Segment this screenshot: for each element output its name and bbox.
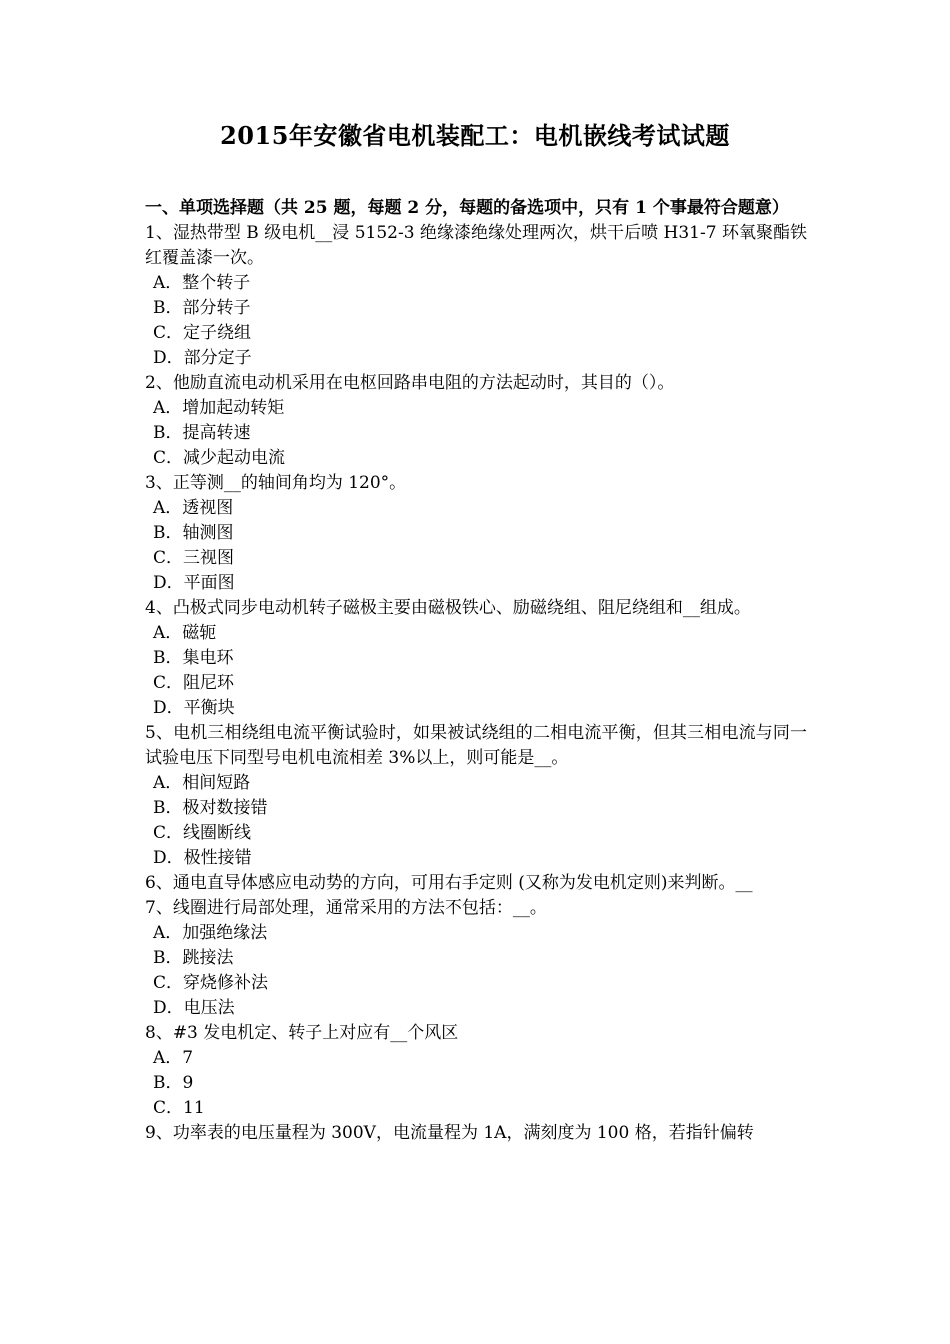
answer-option: D．平面图 <box>153 573 235 593</box>
question-block <box>145 721 807 871</box>
document-body <box>145 196 807 1146</box>
question-block <box>145 596 807 721</box>
answer-option: A．加强绝缘法 <box>153 923 268 943</box>
answer-option: C．减少起动电流 <box>153 448 286 468</box>
answer-option: D．电压法 <box>153 998 235 1018</box>
answer-option: A．整个转子 <box>153 273 251 293</box>
answer-option: C．线圈断线 <box>153 823 252 843</box>
question-block <box>145 1121 807 1146</box>
question-block <box>145 1021 807 1121</box>
question-text: 6、通电直导体感应电动势的方向，可用右手定则 (又称为发电机定则)来判断。__ <box>145 873 753 893</box>
question-block <box>145 221 807 371</box>
section-heading: 一、单项选择题（共 25 题，每题 2 分，每题的备选项中，只有 1 个事最符合题意） <box>145 198 789 218</box>
question-block <box>145 896 807 1021</box>
document-title: 2015年安徽省电机装配工：电机嵌线考试试题 <box>220 121 730 150</box>
answer-option: B．部分转子 <box>153 298 251 318</box>
question-text: 1、湿热带型 B 级电机__浸 5152-3 绝缘漆绝缘处理两次，烘干后喷 H31-7 环氧聚酯铁红覆盖漆一次。 <box>145 223 807 268</box>
answer-option: C．阻尼环 <box>153 673 235 693</box>
question-text: 4、凸极式同步电动机转子磁极主要由磁极铁心、励磁绕组、阻尼绕组和__组成。 <box>145 598 751 618</box>
question-text: 9、功率表的电压量程为 300V，电流量程为 1A，满刻度为 100 格，若指针偏转 <box>145 1123 754 1143</box>
answer-option: C．11 <box>153 1098 205 1118</box>
question-block <box>145 371 807 471</box>
answer-option: C．穿烧修补法 <box>153 973 269 993</box>
answer-option: A．磁轭 <box>153 623 217 643</box>
answer-option: A．7 <box>153 1048 194 1068</box>
answer-option: D．部分定子 <box>153 348 252 368</box>
answer-option: B．极对数接错 <box>153 798 268 818</box>
answer-option: B．跳接法 <box>153 948 234 968</box>
answer-option: D．平衡块 <box>153 698 235 718</box>
answer-option: B．提高转速 <box>153 423 251 443</box>
question-text: 8、#3 发电机定、转子上对应有__个风区 <box>145 1023 459 1043</box>
answer-option: A．相间短路 <box>153 773 251 793</box>
answer-option: C．定子绕组 <box>153 323 252 343</box>
question-text: 2、他励直流电动机采用在电枢回路串电阻的方法起动时，其目的（）。 <box>145 373 675 393</box>
answer-option: D．极性接错 <box>153 848 252 868</box>
answer-option: C．三视图 <box>153 548 235 568</box>
answer-option: B．轴测图 <box>153 523 234 543</box>
answer-option: A．增加起动转矩 <box>153 398 285 418</box>
answer-option: B．9 <box>153 1073 194 1093</box>
question-text: 3、正等测__的轴间角均为 120°。 <box>145 473 407 493</box>
question-block <box>145 871 807 896</box>
question-text: 7、线圈进行局部处理，通常采用的方法不包括：__。 <box>145 898 547 918</box>
answer-option: A．透视图 <box>153 498 234 518</box>
question-block <box>145 471 807 596</box>
answer-option: B．集电环 <box>153 648 234 668</box>
question-text: 5、电机三相绕组电流平衡试验时，如果被试绕组的二相电流平衡，但其三相电流与同一试验电压下同型号电机电流相差 3%以上，则可能是__。 <box>145 723 807 768</box>
